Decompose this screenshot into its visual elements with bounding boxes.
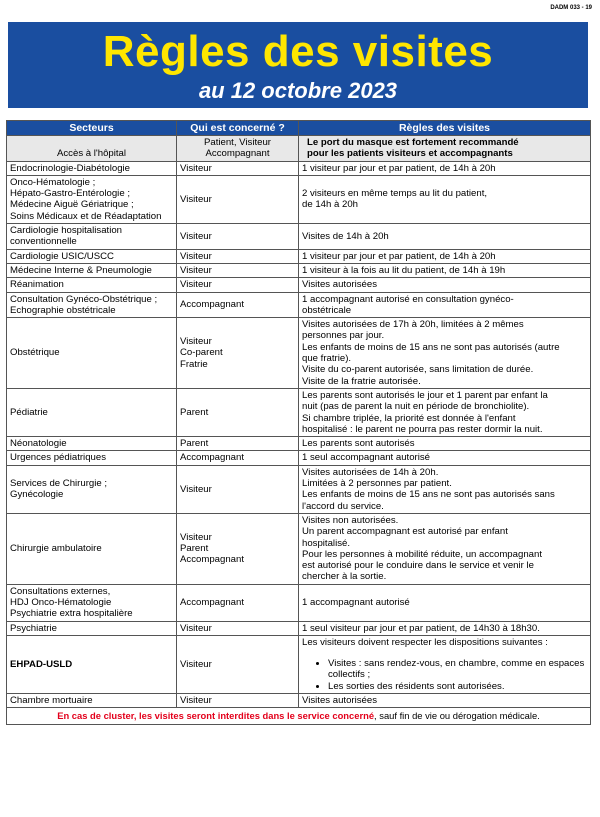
table-row <box>7 465 591 513</box>
cell-sector: Pédiatrie <box>7 388 177 436</box>
cell-rule: Les parents sont autorisés <box>299 437 591 451</box>
table-row <box>7 278 591 292</box>
table-row <box>7 263 591 277</box>
cell-rule: 1 visiteur à la fois au lit du patient, de 14h à 19h <box>299 263 591 277</box>
ehpad-intro: Les visiteurs doivent respecter les dispositions suivantes : <box>302 636 548 648</box>
cell-who: Accompagnant <box>177 584 299 621</box>
cell-sector: Cardiologie hospitalisation conventionnelle <box>7 224 177 250</box>
table-row <box>7 249 591 263</box>
cell-who: Visiteur <box>177 694 299 708</box>
cell-sector: Consultation Gynéco-Obstétrique ; Echographie obstétricale <box>7 292 177 318</box>
cell-who: Visiteur <box>177 465 299 513</box>
cell-sector: Onco-Hématologie ; Hépato-Gastro-Entérologie ; Médecine Aiguë Gériatrique ; Soins Médicaux et de Réadaptation <box>7 175 177 223</box>
cell-rule: Visites autorisées <box>299 694 591 708</box>
access-who: Patient, Visiteur Accompagnant <box>177 136 299 162</box>
cell-rule: 1 accompagnant autorisé en consultation gynéco- obstétricale <box>299 292 591 318</box>
cell-who: Accompagnant <box>177 451 299 465</box>
cell-sector: Chirurgie ambulatoire <box>7 513 177 584</box>
access-sector: Accès à l'hôpital <box>7 136 177 162</box>
cell-sector: Néonatologie <box>7 437 177 451</box>
cell-rule <box>299 635 591 693</box>
table-row <box>7 513 591 584</box>
footer-warning: En cas de cluster, les visites seront interdites dans le service concerné <box>57 710 375 722</box>
table-row <box>7 318 591 389</box>
cell-sector: Cardiologie USIC/USCC <box>7 249 177 263</box>
header-sectors: Secteurs <box>7 121 177 136</box>
bullet-item: • Visites : sans rendez-vous, en chambre, comme en espaces collectifs ; <box>328 658 587 681</box>
cell-rule: 2 visiteurs en même temps au lit du patient, de 14h à 20h <box>299 175 591 223</box>
cell-rule: 1 seul accompagnant autorisé <box>299 451 591 465</box>
access-rule: Le port du masque est fortement recommandé pour les patients visiteurs et accompagnants <box>299 136 591 162</box>
cell-rule: Visites autorisées de 14h à 20h. Limitées à 2 personnes par patient. Les enfants de moins de 15 ans ne sont pas autorisés sans l'accord du service. <box>299 465 591 513</box>
cell-who: Visiteur <box>177 161 299 175</box>
header-who: Qui est concerné ? <box>177 121 299 136</box>
cell-who: Visiteur <box>177 621 299 635</box>
cell-sector: Consultations externes, HDJ Onco-Hématologie Psychiatrie extra hospitalière <box>7 584 177 621</box>
cell-sector: Médecine Interne & Pneumologie <box>7 263 177 277</box>
cell-who: Visiteur <box>177 249 299 263</box>
cell-who: Accompagnant <box>177 292 299 318</box>
cell-rule: Les parents sont autorisés le jour et 1 parent par enfant la nuit (pas de parent la nuit en période de bronchiolite). Si chambre triplée, la priorité est donnée à l'enfant hospitalisé : le parent ne pourra pas rester dormir la nuit. <box>299 388 591 436</box>
cell-sector: Réanimation <box>7 278 177 292</box>
cell-sector: EHPAD-USLD <box>7 635 177 693</box>
cell-rule: Visites non autorisées. Un parent accompagnant est autorisé par enfant hospitalisé. Pour les personnes à mobilité réduite, un accompagnant est autorisé pour le conduire dans le service et venir le chercher à la sortie. <box>299 513 591 584</box>
cell-sector: Urgences pédiatriques <box>7 451 177 465</box>
bullet-item: • Les sorties des résidents sont autorisées. <box>328 681 587 692</box>
cell-who: Visiteur <box>177 635 299 693</box>
page-title: Règles des visites <box>102 27 494 76</box>
cell-sector: Chambre mortuaire <box>7 694 177 708</box>
cell-rule: 1 visiteur par jour et par patient, de 14h à 20h <box>299 249 591 263</box>
cell-rule: 1 seul visiteur par jour et par patient, de 14h30 à 18h30. <box>299 621 591 635</box>
table-row <box>7 224 591 250</box>
cell-who: Visiteur <box>177 224 299 250</box>
cell-sector: Obstétrique <box>7 318 177 389</box>
cell-who: Visiteur <box>177 263 299 277</box>
footer-note <box>7 708 591 724</box>
document-reference: DADM 033 - 19 <box>550 5 592 11</box>
table-header-row <box>7 121 591 136</box>
cell-who: Visiteur <box>177 175 299 223</box>
table-row <box>7 621 591 635</box>
visits-table <box>6 120 591 725</box>
table-row <box>7 292 591 318</box>
cell-rule: 1 accompagnant autorisé <box>299 584 591 621</box>
cell-sector: Endocrinologie-Diabétologie <box>7 161 177 175</box>
cell-who: Parent <box>177 437 299 451</box>
table-row <box>7 175 591 223</box>
table-row <box>7 451 591 465</box>
table-row <box>7 694 591 708</box>
cell-who: Visiteur <box>177 278 299 292</box>
header-rules: Règles des visites <box>299 121 591 136</box>
table-row <box>7 584 591 621</box>
cell-sector: Psychiatrie <box>7 621 177 635</box>
cell-rule: Visites de 14h à 20h <box>299 224 591 250</box>
cell-who: Parent <box>177 388 299 436</box>
cell-who: Visiteur Co-parent Fratrie <box>177 318 299 389</box>
ehpad-bullets <box>302 658 587 692</box>
cell-sector: Services de Chirurgie ; Gynécologie <box>7 465 177 513</box>
footer-exception: , sauf fin de vie ou dérogation médicale. <box>374 710 540 722</box>
table-row <box>7 388 591 436</box>
cell-rule: Visites autorisées <box>299 278 591 292</box>
cell-who: Visiteur Parent Accompagnant <box>177 513 299 584</box>
cell-rule: 1 visiteur par jour et par patient, de 14h à 20h <box>299 161 591 175</box>
table-row <box>7 161 591 175</box>
table-row <box>7 437 591 451</box>
table-row-ehpad <box>7 635 591 693</box>
access-row <box>7 136 591 162</box>
cell-rule: Visites autorisées de 17h à 20h, limitées à 2 mêmes personnes par jour. Les enfants de moins de 15 ans ne sont pas autorisés (autre que fratrie). Visite du co-parent autorisée, sans limitation de durée. Visite de la fratrie autorisée. <box>299 318 591 389</box>
footer-row <box>7 708 591 724</box>
title-banner <box>8 22 588 108</box>
page-subtitle: au 12 octobre 2023 <box>198 78 398 103</box>
